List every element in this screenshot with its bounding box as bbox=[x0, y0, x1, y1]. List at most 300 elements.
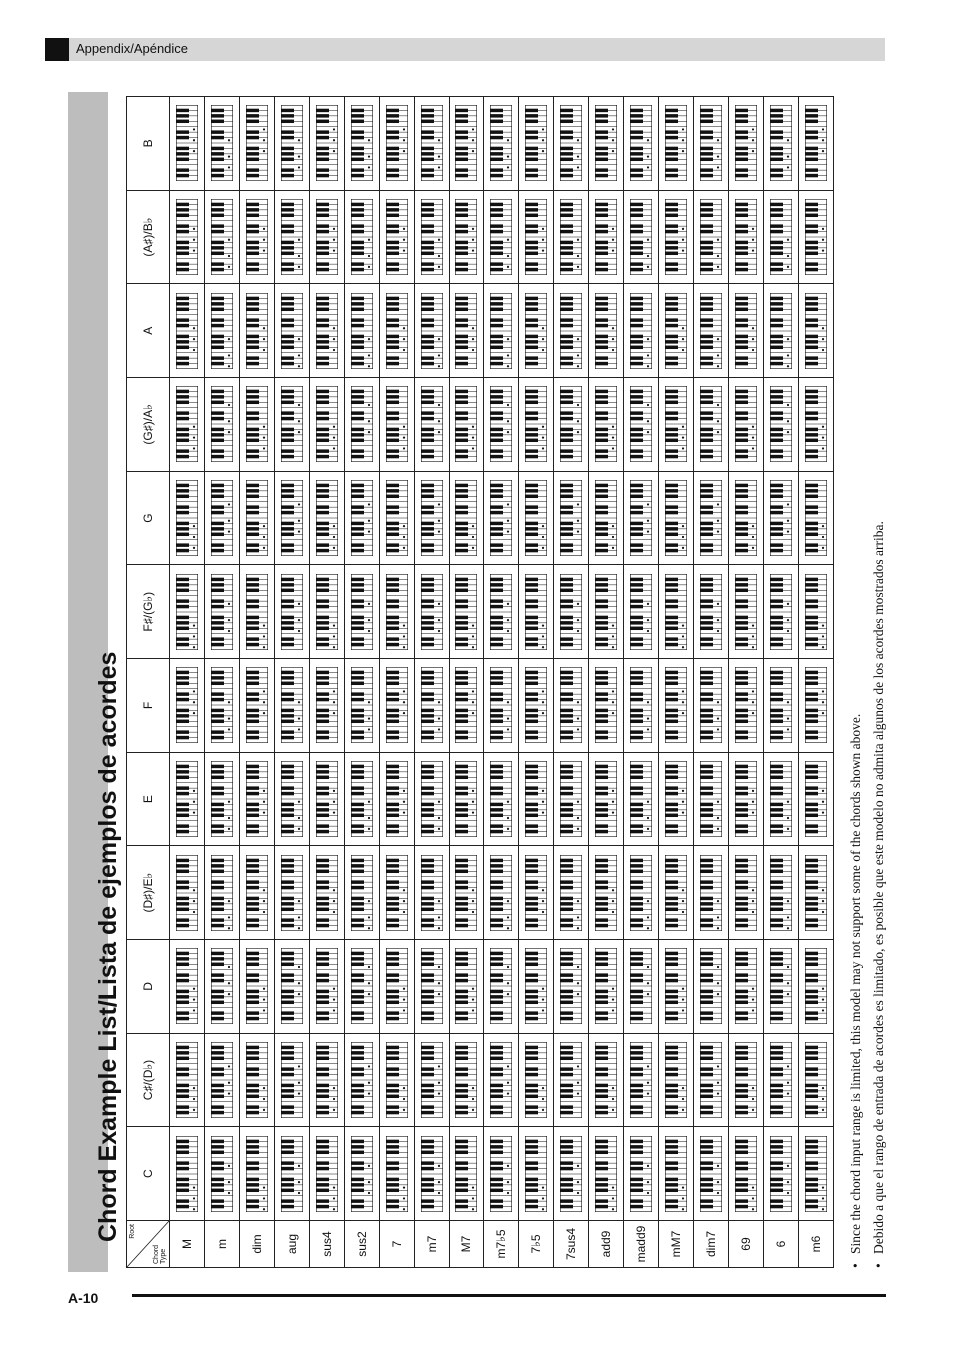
keyboard-diagram-icon bbox=[490, 293, 512, 369]
chord-diagram-cell bbox=[204, 471, 239, 565]
pressed-key-dot bbox=[263, 140, 265, 142]
chord-diagram-cell bbox=[729, 97, 764, 191]
pressed-key-dot bbox=[263, 437, 265, 439]
pressed-key-dot bbox=[647, 266, 649, 268]
keyboard-diagram-icon bbox=[281, 199, 303, 275]
keyboard-diagram-icon bbox=[386, 105, 408, 181]
pressed-key-dot bbox=[263, 999, 265, 1001]
keyboard-diagram-icon bbox=[386, 855, 408, 931]
pressed-key-dot bbox=[193, 349, 195, 351]
chord-diagram-cell bbox=[694, 565, 729, 659]
chord-diagram-cell bbox=[414, 471, 449, 565]
keyboard-diagram-icon bbox=[770, 761, 792, 837]
chord-diagram-cell bbox=[239, 1127, 274, 1221]
keyboard-diagram-icon bbox=[735, 948, 757, 1024]
pressed-key-dot bbox=[717, 404, 719, 406]
pressed-key-dot bbox=[507, 1181, 509, 1183]
pressed-key-dot bbox=[228, 702, 230, 704]
keyboard-diagram-icon bbox=[700, 1042, 722, 1118]
pressed-key-dot bbox=[647, 1192, 649, 1194]
pressed-key-dot bbox=[717, 1082, 719, 1084]
pressed-key-dot bbox=[787, 927, 789, 929]
pressed-key-dot bbox=[333, 801, 335, 803]
chord-diagram-cell bbox=[589, 190, 624, 284]
pressed-key-dot bbox=[472, 1197, 474, 1199]
chord-diagram-cell bbox=[414, 940, 449, 1034]
pressed-key-dot bbox=[228, 431, 230, 433]
pressed-key-dot bbox=[612, 790, 614, 792]
pressed-key-dot bbox=[612, 999, 614, 1001]
chord-diagram-cell bbox=[798, 846, 833, 940]
chord-diagram-cell bbox=[519, 378, 554, 472]
pressed-key-dot bbox=[577, 801, 579, 803]
pressed-key-dot bbox=[647, 718, 649, 720]
pressed-key-dot bbox=[472, 900, 474, 902]
pressed-key-dot bbox=[507, 983, 509, 985]
chord-diagram-cell bbox=[274, 846, 309, 940]
chord-diagram-cell bbox=[659, 1033, 694, 1127]
pressed-key-dot bbox=[682, 635, 684, 637]
pressed-key-dot bbox=[577, 729, 579, 731]
chord-diagram-cell bbox=[170, 752, 205, 846]
pressed-key-dot bbox=[298, 431, 300, 433]
pressed-key-dot bbox=[228, 1092, 230, 1094]
pressed-key-dot bbox=[437, 404, 439, 406]
chord-diagram-cell bbox=[274, 1127, 309, 1221]
pressed-key-dot bbox=[333, 338, 335, 340]
pressed-key-dot bbox=[368, 801, 370, 803]
pressed-key-dot bbox=[787, 140, 789, 142]
pressed-key-dot bbox=[263, 150, 265, 152]
pressed-key-dot bbox=[193, 239, 195, 241]
keyboard-diagram-icon bbox=[595, 948, 617, 1024]
chord-diagram-cell bbox=[379, 190, 414, 284]
pressed-key-dot bbox=[263, 349, 265, 351]
pressed-key-dot bbox=[787, 1082, 789, 1084]
chord-diagram-cell bbox=[309, 1127, 344, 1221]
column-header-root: C♯/(D♭) bbox=[127, 1033, 170, 1127]
chord-diagram-cell bbox=[379, 1033, 414, 1127]
keyboard-diagram-icon bbox=[770, 855, 792, 931]
pressed-key-dot bbox=[647, 602, 649, 604]
pressed-key-dot bbox=[787, 619, 789, 621]
keyboard-diagram-icon bbox=[770, 574, 792, 650]
table-row bbox=[624, 97, 659, 1268]
pressed-key-dot bbox=[647, 421, 649, 423]
pressed-key-dot bbox=[298, 503, 300, 505]
pressed-key-dot bbox=[752, 547, 754, 549]
pressed-key-dot bbox=[263, 712, 265, 714]
keyboard-diagram-icon bbox=[351, 855, 373, 931]
chord-diagram-cell bbox=[239, 471, 274, 565]
pressed-key-dot bbox=[822, 646, 824, 648]
pressed-key-dot bbox=[752, 525, 754, 527]
pressed-key-dot bbox=[752, 140, 754, 142]
pressed-key-dot bbox=[717, 828, 719, 830]
pressed-key-dot bbox=[402, 426, 404, 428]
pressed-key-dot bbox=[402, 547, 404, 549]
chord-diagram-cell bbox=[484, 190, 519, 284]
pressed-key-dot bbox=[228, 354, 230, 356]
pressed-key-dot bbox=[193, 712, 195, 714]
chord-diagram-cell bbox=[624, 659, 659, 753]
pressed-key-dot bbox=[368, 1082, 370, 1084]
pressed-key-dot bbox=[368, 404, 370, 406]
row-header-chord-type: dim7 bbox=[694, 1221, 729, 1268]
pressed-key-dot bbox=[542, 1197, 544, 1199]
pressed-key-dot bbox=[298, 729, 300, 731]
chord-diagram-cell bbox=[484, 940, 519, 1034]
keyboard-diagram-icon bbox=[735, 667, 757, 743]
pressed-key-dot bbox=[612, 1087, 614, 1089]
keyboard-diagram-icon bbox=[560, 199, 582, 275]
pressed-key-dot bbox=[542, 1010, 544, 1012]
pressed-key-dot bbox=[333, 691, 335, 693]
pressed-key-dot bbox=[193, 1109, 195, 1111]
pressed-key-dot bbox=[298, 1164, 300, 1166]
pressed-key-dot bbox=[402, 140, 404, 142]
keyboard-diagram-icon bbox=[455, 761, 477, 837]
keyboard-diagram-icon bbox=[735, 574, 757, 650]
pressed-key-dot bbox=[368, 421, 370, 423]
pressed-key-dot bbox=[822, 239, 824, 241]
pressed-key-dot bbox=[647, 729, 649, 731]
keyboard-diagram-icon bbox=[630, 855, 652, 931]
chord-diagram-cell bbox=[344, 752, 379, 846]
pressed-key-dot bbox=[402, 150, 404, 152]
pressed-key-dot bbox=[612, 702, 614, 704]
pressed-key-dot bbox=[787, 718, 789, 720]
pressed-key-dot bbox=[402, 691, 404, 693]
pressed-key-dot bbox=[682, 646, 684, 648]
pressed-key-dot bbox=[437, 354, 439, 356]
chord-diagram-cell bbox=[659, 471, 694, 565]
pressed-key-dot bbox=[752, 327, 754, 329]
pressed-key-dot bbox=[193, 889, 195, 891]
pressed-key-dot bbox=[612, 228, 614, 230]
chord-diagram-cell bbox=[274, 752, 309, 846]
pressed-key-dot bbox=[368, 602, 370, 604]
pressed-key-dot bbox=[333, 1109, 335, 1111]
pressed-key-dot bbox=[717, 1164, 719, 1166]
keyboard-diagram-icon bbox=[421, 293, 443, 369]
pressed-key-dot bbox=[507, 619, 509, 621]
table-row bbox=[763, 97, 798, 1268]
pressed-key-dot bbox=[228, 520, 230, 522]
pressed-key-dot bbox=[193, 1098, 195, 1100]
chord-diagram-cell bbox=[659, 97, 694, 191]
pressed-key-dot bbox=[437, 255, 439, 257]
chord-diagram-cell bbox=[659, 565, 694, 659]
pressed-key-dot bbox=[298, 520, 300, 522]
pressed-key-dot bbox=[472, 646, 474, 648]
keyboard-diagram-icon bbox=[770, 480, 792, 556]
chord-diagram-cell bbox=[344, 97, 379, 191]
column-header-root: B bbox=[127, 97, 170, 191]
pressed-key-dot bbox=[193, 525, 195, 527]
pressed-key-dot bbox=[193, 646, 195, 648]
keyboard-diagram-icon bbox=[455, 386, 477, 462]
row-header-chord-type: madd9 bbox=[624, 1221, 659, 1268]
keyboard-diagram-icon bbox=[490, 761, 512, 837]
pressed-key-dot bbox=[612, 812, 614, 814]
pressed-key-dot bbox=[437, 140, 439, 142]
chord-diagram-cell bbox=[170, 659, 205, 753]
pressed-key-dot bbox=[402, 702, 404, 704]
pressed-key-dot bbox=[612, 988, 614, 990]
pressed-key-dot bbox=[333, 150, 335, 152]
pressed-key-dot bbox=[752, 712, 754, 714]
column-header-root: D bbox=[127, 940, 170, 1034]
pressed-key-dot bbox=[682, 525, 684, 527]
pressed-key-dot bbox=[298, 1181, 300, 1183]
pressed-key-dot bbox=[333, 129, 335, 131]
pressed-key-dot bbox=[298, 255, 300, 257]
chord-diagram-cell bbox=[519, 190, 554, 284]
pressed-key-dot bbox=[752, 150, 754, 152]
chord-diagram-cell bbox=[729, 190, 764, 284]
keyboard-diagram-icon bbox=[595, 386, 617, 462]
pressed-key-dot bbox=[752, 988, 754, 990]
pressed-key-dot bbox=[612, 646, 614, 648]
pressed-key-dot bbox=[752, 536, 754, 538]
keyboard-diagram-icon bbox=[246, 1136, 268, 1212]
chord-diagram-cell bbox=[204, 1033, 239, 1127]
pressed-key-dot bbox=[717, 503, 719, 505]
pressed-key-dot bbox=[228, 927, 230, 929]
pressed-key-dot bbox=[298, 927, 300, 929]
pressed-key-dot bbox=[717, 156, 719, 158]
pressed-key-dot bbox=[472, 712, 474, 714]
keyboard-diagram-icon bbox=[281, 386, 303, 462]
column-header-root: G bbox=[127, 471, 170, 565]
pressed-key-dot bbox=[228, 817, 230, 819]
pressed-key-dot bbox=[717, 431, 719, 433]
chord-diagram-cell bbox=[274, 284, 309, 378]
pressed-key-dot bbox=[263, 911, 265, 913]
row-header-chord-type: m6 bbox=[798, 1221, 833, 1268]
pressed-key-dot bbox=[787, 338, 789, 340]
pressed-key-dot bbox=[647, 630, 649, 632]
pressed-key-dot bbox=[333, 1010, 335, 1012]
chord-diagram-cell bbox=[204, 846, 239, 940]
keyboard-diagram-icon bbox=[595, 480, 617, 556]
pressed-key-dot bbox=[472, 239, 474, 241]
pressed-key-dot bbox=[717, 520, 719, 522]
pressed-key-dot bbox=[402, 525, 404, 527]
pressed-key-dot bbox=[298, 421, 300, 423]
pressed-key-dot bbox=[682, 426, 684, 428]
chord-diagram-cell bbox=[798, 190, 833, 284]
pressed-key-dot bbox=[647, 983, 649, 985]
keyboard-diagram-icon bbox=[316, 667, 338, 743]
chord-diagram-cell bbox=[449, 190, 484, 284]
keyboard-diagram-icon bbox=[281, 574, 303, 650]
chord-diagram-cell bbox=[484, 1127, 519, 1221]
pressed-key-dot bbox=[577, 266, 579, 268]
table-header-row bbox=[127, 97, 170, 1268]
chord-diagram-cell bbox=[763, 1033, 798, 1127]
chord-diagram-cell bbox=[624, 1127, 659, 1221]
keyboard-diagram-icon bbox=[421, 199, 443, 275]
pressed-key-dot bbox=[437, 983, 439, 985]
pressed-key-dot bbox=[787, 801, 789, 803]
chord-diagram-cell bbox=[414, 1127, 449, 1221]
chord-diagram-cell bbox=[519, 471, 554, 565]
keyboard-diagram-icon bbox=[770, 199, 792, 275]
pressed-key-dot bbox=[542, 900, 544, 902]
pressed-key-dot bbox=[682, 691, 684, 693]
pressed-key-dot bbox=[717, 365, 719, 367]
pressed-key-dot bbox=[787, 817, 789, 819]
keyboard-diagram-icon bbox=[455, 199, 477, 275]
chord-diagram-cell bbox=[204, 97, 239, 191]
pressed-key-dot bbox=[612, 250, 614, 252]
keyboard-diagram-icon bbox=[665, 761, 687, 837]
pressed-key-dot bbox=[647, 404, 649, 406]
pressed-key-dot bbox=[472, 988, 474, 990]
pressed-key-dot bbox=[752, 999, 754, 1001]
pressed-key-dot bbox=[647, 431, 649, 433]
keyboard-diagram-icon bbox=[525, 761, 547, 837]
pressed-key-dot bbox=[787, 167, 789, 169]
chord-diagram-cell bbox=[589, 565, 624, 659]
chord-diagram-cell bbox=[414, 284, 449, 378]
pressed-key-dot bbox=[682, 150, 684, 152]
pressed-key-dot bbox=[542, 129, 544, 131]
keyboard-diagram-icon bbox=[455, 948, 477, 1024]
pressed-key-dot bbox=[752, 250, 754, 252]
pressed-key-dot bbox=[193, 635, 195, 637]
chord-diagram-cell bbox=[449, 565, 484, 659]
pressed-key-dot bbox=[193, 801, 195, 803]
keyboard-diagram-icon bbox=[386, 761, 408, 837]
pressed-key-dot bbox=[368, 354, 370, 356]
keyboard-diagram-icon bbox=[490, 948, 512, 1024]
pressed-key-dot bbox=[402, 790, 404, 792]
pressed-key-dot bbox=[682, 790, 684, 792]
pressed-key-dot bbox=[368, 1192, 370, 1194]
pressed-key-dot bbox=[298, 140, 300, 142]
pressed-key-dot bbox=[298, 531, 300, 533]
chord-diagram-cell bbox=[170, 284, 205, 378]
pressed-key-dot bbox=[542, 140, 544, 142]
pressed-key-dot bbox=[612, 635, 614, 637]
pressed-key-dot bbox=[752, 1087, 754, 1089]
pressed-key-dot bbox=[577, 619, 579, 621]
pressed-key-dot bbox=[577, 156, 579, 158]
pressed-key-dot bbox=[717, 817, 719, 819]
pressed-key-dot bbox=[402, 239, 404, 241]
pressed-key-dot bbox=[787, 365, 789, 367]
pressed-key-dot bbox=[822, 1087, 824, 1089]
pressed-key-dot bbox=[752, 1098, 754, 1100]
keyboard-diagram-icon bbox=[421, 105, 443, 181]
pressed-key-dot bbox=[298, 916, 300, 918]
pressed-key-dot bbox=[717, 993, 719, 995]
row-header-chord-type: m7 bbox=[414, 1221, 449, 1268]
keyboard-diagram-icon bbox=[176, 667, 198, 743]
pressed-key-dot bbox=[752, 646, 754, 648]
pressed-key-dot bbox=[437, 602, 439, 604]
pressed-key-dot bbox=[717, 531, 719, 533]
keyboard-diagram-icon bbox=[665, 574, 687, 650]
keyboard-diagram-icon bbox=[455, 574, 477, 650]
pressed-key-dot bbox=[717, 801, 719, 803]
pressed-key-dot bbox=[333, 712, 335, 714]
chord-diagram-cell bbox=[589, 97, 624, 191]
pressed-key-dot bbox=[333, 1197, 335, 1199]
pressed-key-dot bbox=[368, 156, 370, 158]
pressed-key-dot bbox=[263, 448, 265, 450]
pressed-key-dot bbox=[647, 520, 649, 522]
table-row bbox=[379, 97, 414, 1268]
pressed-key-dot bbox=[612, 129, 614, 131]
table-body bbox=[170, 97, 834, 1268]
chord-diagram-cell bbox=[694, 471, 729, 565]
keyboard-diagram-icon bbox=[805, 105, 827, 181]
pressed-key-dot bbox=[437, 817, 439, 819]
pressed-key-dot bbox=[228, 421, 230, 423]
keyboard-diagram-icon bbox=[211, 293, 233, 369]
pressed-key-dot bbox=[263, 702, 265, 704]
pressed-key-dot bbox=[542, 691, 544, 693]
chord-diagram-cell bbox=[344, 378, 379, 472]
pressed-key-dot bbox=[647, 365, 649, 367]
pressed-key-dot bbox=[437, 828, 439, 830]
pressed-key-dot bbox=[682, 338, 684, 340]
table-row bbox=[659, 97, 694, 1268]
pressed-key-dot bbox=[402, 646, 404, 648]
pressed-key-dot bbox=[717, 900, 719, 902]
pressed-key-dot bbox=[682, 1186, 684, 1188]
pressed-key-dot bbox=[228, 718, 230, 720]
pressed-key-dot bbox=[298, 266, 300, 268]
pressed-key-dot bbox=[577, 993, 579, 995]
keyboard-diagram-icon bbox=[386, 480, 408, 556]
pressed-key-dot bbox=[298, 900, 300, 902]
pressed-key-dot bbox=[298, 702, 300, 704]
pressed-key-dot bbox=[507, 1192, 509, 1194]
chord-diagram-cell bbox=[239, 846, 274, 940]
pressed-key-dot bbox=[228, 1082, 230, 1084]
keyboard-diagram-icon bbox=[316, 761, 338, 837]
pressed-key-dot bbox=[263, 338, 265, 340]
pressed-key-dot bbox=[822, 1109, 824, 1111]
pressed-key-dot bbox=[368, 817, 370, 819]
pressed-key-dot bbox=[717, 421, 719, 423]
pressed-key-dot bbox=[298, 630, 300, 632]
pressed-key-dot bbox=[333, 635, 335, 637]
pressed-key-dot bbox=[402, 1098, 404, 1100]
keyboard-diagram-icon bbox=[281, 105, 303, 181]
keyboard-diagram-icon bbox=[455, 105, 477, 181]
pressed-key-dot bbox=[507, 801, 509, 803]
pressed-key-dot bbox=[752, 228, 754, 230]
pressed-key-dot bbox=[682, 889, 684, 891]
keyboard-diagram-icon bbox=[386, 199, 408, 275]
pressed-key-dot bbox=[507, 503, 509, 505]
table-row bbox=[309, 97, 344, 1268]
chord-diagram-cell bbox=[798, 97, 833, 191]
keyboard-diagram-icon bbox=[246, 761, 268, 837]
keyboard-diagram-icon bbox=[770, 1136, 792, 1212]
pressed-key-dot bbox=[437, 503, 439, 505]
pressed-key-dot bbox=[822, 536, 824, 538]
pressed-key-dot bbox=[682, 900, 684, 902]
chord-diagram-cell bbox=[204, 565, 239, 659]
pressed-key-dot bbox=[822, 448, 824, 450]
